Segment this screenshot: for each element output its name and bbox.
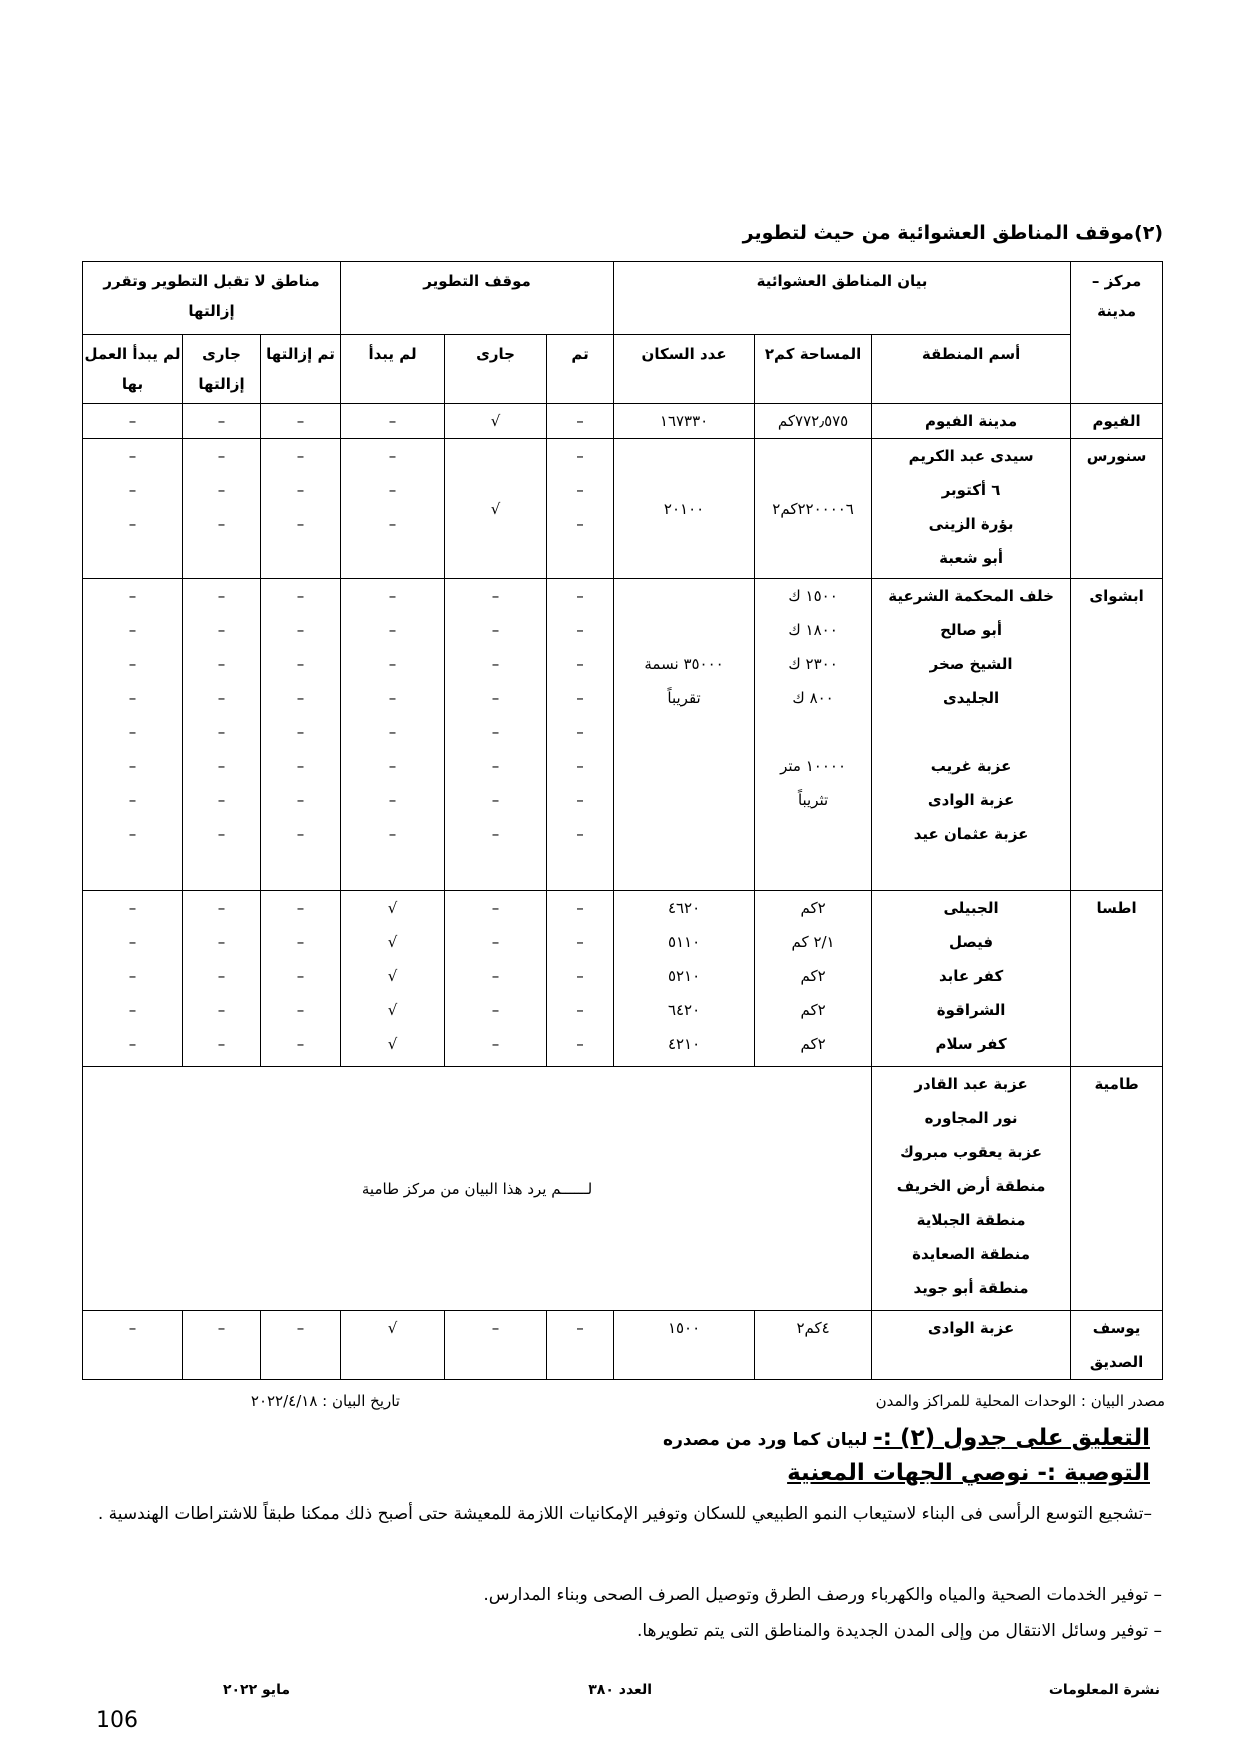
dash-mark: – xyxy=(296,587,305,605)
footer-publication: نشرة المعلومات xyxy=(1048,1682,1160,1698)
area-name: عزبة غريب xyxy=(930,757,1012,775)
population: ٥١١٠ xyxy=(667,933,701,951)
center-name: اطسا xyxy=(1096,899,1137,917)
area-size: ٢كم xyxy=(800,899,826,917)
dash-mark: – xyxy=(217,515,226,533)
area-name: أبو شعبة xyxy=(939,549,1003,567)
dash-mark: – xyxy=(128,723,137,741)
dash-mark: – xyxy=(217,723,226,741)
dash-mark: – xyxy=(491,1319,500,1337)
table-row-etsa xyxy=(83,891,1163,1067)
area-name: منطقة أبو جويد xyxy=(913,1279,1029,1297)
dash-mark: – xyxy=(296,621,305,639)
area-name: منطقة الصعايدة xyxy=(912,1245,1031,1263)
recommendation-label: التوصية :- نوصي الجهات المعنية xyxy=(787,1460,1150,1486)
dash-mark: – xyxy=(388,412,397,430)
recommendation-item: –تشجيع التوسع الرأسى فى البناء لاستيعاب النمو الطبيعي للسكان وتوفير الإمكانيات اللازمة للمعيشة حتى أصبح ذلك ممكنا طبقاً للاشتراطات الهندسية . xyxy=(97,1504,1152,1524)
area-name: عزبة عبد القادر xyxy=(914,1075,1028,1093)
area-size: ١٥٠٠ ك xyxy=(788,587,838,605)
area-name: عزبة عثمان عيد xyxy=(913,825,1029,843)
dash-mark: – xyxy=(491,723,500,741)
dash-mark: – xyxy=(491,621,500,639)
check-mark: √ xyxy=(387,899,398,917)
check-mark: √ xyxy=(387,933,398,951)
dash-mark: – xyxy=(388,621,397,639)
dash-mark: – xyxy=(217,1319,226,1337)
table-row-ibshaway xyxy=(83,579,1163,891)
dash-mark: – xyxy=(491,825,500,843)
header-done: تم xyxy=(547,335,614,404)
dash-mark: – xyxy=(576,967,584,985)
dash-mark: – xyxy=(576,723,584,741)
dash-mark: – xyxy=(296,412,305,430)
dash-mark: – xyxy=(576,621,584,639)
area-name: عزبة الوادى xyxy=(927,1319,1015,1337)
area-size: ٢٢٠٠٠٠٦كم٢ xyxy=(772,499,854,518)
data-source: مصدر البيان : الوحدات المحلية للمراكز والمدن xyxy=(875,1392,1165,1410)
dash-mark: – xyxy=(217,655,226,673)
header-removal-areas: مناطق لا تقبل التطوير وتقرر إزالتها xyxy=(83,262,341,335)
check-mark: √ xyxy=(387,967,398,985)
dash-mark: – xyxy=(128,481,137,499)
dash-mark: – xyxy=(128,587,137,605)
dash-mark: – xyxy=(128,1001,137,1019)
area-size: ٢كم xyxy=(800,967,826,985)
footer-date: مايو ٢٠٢٢ xyxy=(222,1682,290,1698)
footer-issue: العدد ٣٨٠ xyxy=(588,1682,652,1698)
dash-mark: – xyxy=(296,515,305,533)
dash-mark: – xyxy=(576,1001,584,1019)
dash-mark: – xyxy=(576,933,584,951)
area-size: ٢كم xyxy=(800,1001,826,1019)
header-removed: تم إزالتها xyxy=(261,335,341,404)
area-name: عزبة الوادى xyxy=(927,791,1015,809)
dash-mark: – xyxy=(128,447,137,465)
population: ٦٤٢٠ xyxy=(667,1001,701,1019)
dash-mark: – xyxy=(388,723,397,741)
area-name: الجبيلى xyxy=(943,899,999,917)
dash-mark: – xyxy=(128,933,137,951)
dash-mark: – xyxy=(217,757,226,775)
dash-mark: – xyxy=(296,899,305,917)
area-name: الشراقوة xyxy=(936,1001,1006,1019)
dash-mark: – xyxy=(128,655,137,673)
dash-mark: – xyxy=(217,1001,226,1019)
dash-mark: – xyxy=(217,481,226,499)
dash-mark: – xyxy=(576,1035,584,1053)
dash-mark: – xyxy=(576,825,584,843)
dash-mark: – xyxy=(491,689,500,707)
area-size xyxy=(755,715,871,749)
header-area-km: المساحة كم٢ xyxy=(755,335,872,404)
check-mark: √ xyxy=(490,412,501,430)
dash-mark: – xyxy=(296,791,305,809)
dash-mark: – xyxy=(296,825,305,843)
area-name: نور المجاوره xyxy=(924,1109,1018,1127)
population: ١٦٧٣٣٠ xyxy=(659,412,709,430)
center-name: سنورس xyxy=(1086,447,1147,465)
dash-mark: – xyxy=(296,447,305,465)
dash-mark: – xyxy=(388,655,397,673)
dash-mark: – xyxy=(576,1319,584,1337)
dash-mark: – xyxy=(296,1035,305,1053)
area-size: ٢كم xyxy=(800,1035,826,1053)
dash-mark: – xyxy=(388,791,397,809)
area-name: مدينة الفيوم xyxy=(925,412,1018,430)
population: ١٥٠٠ xyxy=(667,1319,701,1337)
table-title: (٢)موقف المناطق العشوائية من حيث لتطوير xyxy=(742,222,1163,244)
dash-mark: – xyxy=(296,757,305,775)
dash-mark: – xyxy=(576,412,584,430)
dash-mark: – xyxy=(388,689,397,707)
dash-mark: – xyxy=(491,757,500,775)
dash-mark: – xyxy=(576,655,584,673)
dash-mark: – xyxy=(128,515,137,533)
dash-mark: – xyxy=(128,412,137,430)
dash-mark: – xyxy=(128,689,137,707)
dash-mark: – xyxy=(217,933,226,951)
dash-mark: – xyxy=(296,655,305,673)
header-informal-areas: بيان المناطق العشوائية xyxy=(614,262,1071,335)
area-size: ١٠٠٠٠ متر xyxy=(780,757,847,775)
center-name: ابشواى xyxy=(1089,587,1144,605)
area-name: كفر سلام xyxy=(935,1035,1007,1053)
area-size: ١٨٠٠ ك xyxy=(788,621,838,639)
dash-mark: – xyxy=(576,791,584,809)
dash-mark: – xyxy=(576,447,584,465)
comment-label: التعليق على جدول (٢) :- xyxy=(873,1425,1150,1451)
table-row-tamiya xyxy=(83,1067,1163,1311)
table-row-fayoum xyxy=(83,404,1163,439)
center-name: طامية xyxy=(1094,1075,1139,1093)
area-name: منطقة أرض الخريف xyxy=(896,1177,1046,1195)
dash-mark: – xyxy=(128,757,137,775)
area-size: ٤كم٢ xyxy=(796,1319,830,1337)
check-mark: √ xyxy=(490,499,501,518)
population: ٥٢١٠ xyxy=(667,967,701,985)
area-name: كفر عابد xyxy=(938,967,1004,985)
header-area-name: أسم المنطقة xyxy=(872,335,1071,404)
dash-mark: – xyxy=(128,791,137,809)
header-population: عدد السكان xyxy=(614,335,755,404)
dash-mark: – xyxy=(217,412,226,430)
dash-mark: – xyxy=(296,1001,305,1019)
data-date: تاريخ البيان : ٢٠٢٢/٤/١٨ xyxy=(250,1392,400,1410)
area-name xyxy=(872,715,1070,749)
dash-mark: – xyxy=(491,1001,500,1019)
area-size: ٢/١ كم xyxy=(791,933,835,951)
no-data-message: لــــــم يرد هذا البيان من مركز طامية xyxy=(83,1067,872,1311)
dash-mark: – xyxy=(296,481,305,499)
dash-mark: – xyxy=(128,967,137,985)
header-removal-not-started: لم يبدأ العمل بها xyxy=(83,335,183,404)
dash-mark: – xyxy=(217,621,226,639)
area-name: سيدى عبد الكريم xyxy=(908,447,1034,465)
dash-mark: – xyxy=(491,655,500,673)
dash-mark: – xyxy=(217,587,226,605)
dash-mark: – xyxy=(217,899,226,917)
dash-mark: – xyxy=(491,967,500,985)
dash-mark: – xyxy=(217,967,226,985)
table-row-sinnuris xyxy=(83,439,1163,579)
center-name: الفيوم xyxy=(1092,412,1141,430)
dash-mark: – xyxy=(296,967,305,985)
dash-mark: – xyxy=(576,515,584,533)
header-development-status: موقف التطوير xyxy=(341,262,614,335)
comment-line xyxy=(663,1425,1150,1451)
population: ٤٦٢٠ xyxy=(667,899,701,917)
population: ٤٢١٠ xyxy=(667,1035,701,1053)
dash-mark: – xyxy=(217,1035,226,1053)
check-mark: √ xyxy=(387,1319,398,1337)
header-ongoing: جارى xyxy=(445,335,547,404)
dash-mark: – xyxy=(388,515,397,533)
area-name: الجليدى xyxy=(942,689,1000,707)
recommendation-item: – توفير الخدمات الصحية والمياه والكهرباء ورصف الطرق وتوصيل الصرف الصحى وبناء المدارس. xyxy=(483,1585,1162,1605)
dash-mark: – xyxy=(491,899,500,917)
area-size: ٨٠٠ ك xyxy=(792,689,834,707)
area-name: منطقة الجبلاية xyxy=(916,1211,1026,1229)
dash-mark: – xyxy=(388,481,397,499)
dash-mark: – xyxy=(388,587,397,605)
page-number: 106 xyxy=(96,1708,138,1733)
dash-mark: – xyxy=(128,899,137,917)
area-name: الشيخ صخر xyxy=(929,655,1013,673)
area-name: بؤرة الزينى xyxy=(928,515,1014,533)
population-note: تقريباً xyxy=(667,689,701,707)
center-name: يوسف الصديق xyxy=(1071,1311,1163,1380)
population: ٢٠١٠٠ xyxy=(663,499,705,518)
dash-mark: – xyxy=(576,587,584,605)
recommendation-item: – توفير وسائل الانتقال من وإلى المدن الجديدة والمناطق التى يتم تطويرها. xyxy=(636,1621,1162,1641)
check-mark: √ xyxy=(387,1035,398,1053)
dash-mark: – xyxy=(491,933,500,951)
dash-mark: – xyxy=(491,587,500,605)
dash-mark: – xyxy=(491,1035,500,1053)
dash-mark: – xyxy=(128,825,137,843)
area-name: ٦ أكتوبر xyxy=(941,481,1001,499)
dash-mark: – xyxy=(217,447,226,465)
area-size: ٢٣٠٠ ك xyxy=(788,655,838,673)
informal-areas-table xyxy=(82,261,1163,1380)
dash-mark: – xyxy=(576,757,584,775)
dash-mark: – xyxy=(128,1319,137,1337)
dash-mark: – xyxy=(296,1319,305,1337)
dash-mark: – xyxy=(217,689,226,707)
dash-mark: – xyxy=(576,899,584,917)
dash-mark: – xyxy=(576,481,584,499)
dash-mark: – xyxy=(491,791,500,809)
dash-mark: – xyxy=(296,933,305,951)
area-name: أبو صالح xyxy=(940,621,1003,639)
area-name: خلف المحكمة الشرعية xyxy=(888,587,1054,605)
dash-mark: – xyxy=(217,825,226,843)
header-removing: جارى إزالتها xyxy=(183,335,261,404)
dash-mark: – xyxy=(217,791,226,809)
comment-text: لبيان كما ورد من مصدره xyxy=(663,1430,874,1450)
dash-mark: – xyxy=(576,689,584,707)
header-center-city: مركز – مدينة xyxy=(1071,262,1163,404)
dash-mark: – xyxy=(388,825,397,843)
dash-mark: – xyxy=(388,757,397,775)
area-name: فيصل xyxy=(949,933,994,951)
dash-mark: – xyxy=(128,621,137,639)
area-size: تثريباً xyxy=(797,791,829,809)
dash-mark: – xyxy=(296,723,305,741)
check-mark: √ xyxy=(387,1001,398,1019)
dash-mark: – xyxy=(388,447,397,465)
header-not-started: لم يبدأ xyxy=(341,335,445,404)
area-size: ٧٧٢٫٥٧٥كم xyxy=(777,412,849,430)
population: ٣٥٠٠٠ نسمة xyxy=(644,655,724,673)
dash-mark: – xyxy=(128,1035,137,1053)
dash-mark: – xyxy=(296,689,305,707)
area-name: عزبة يعقوب مبروك xyxy=(900,1143,1043,1161)
table-row-yousef-elseddik xyxy=(83,1311,1163,1380)
